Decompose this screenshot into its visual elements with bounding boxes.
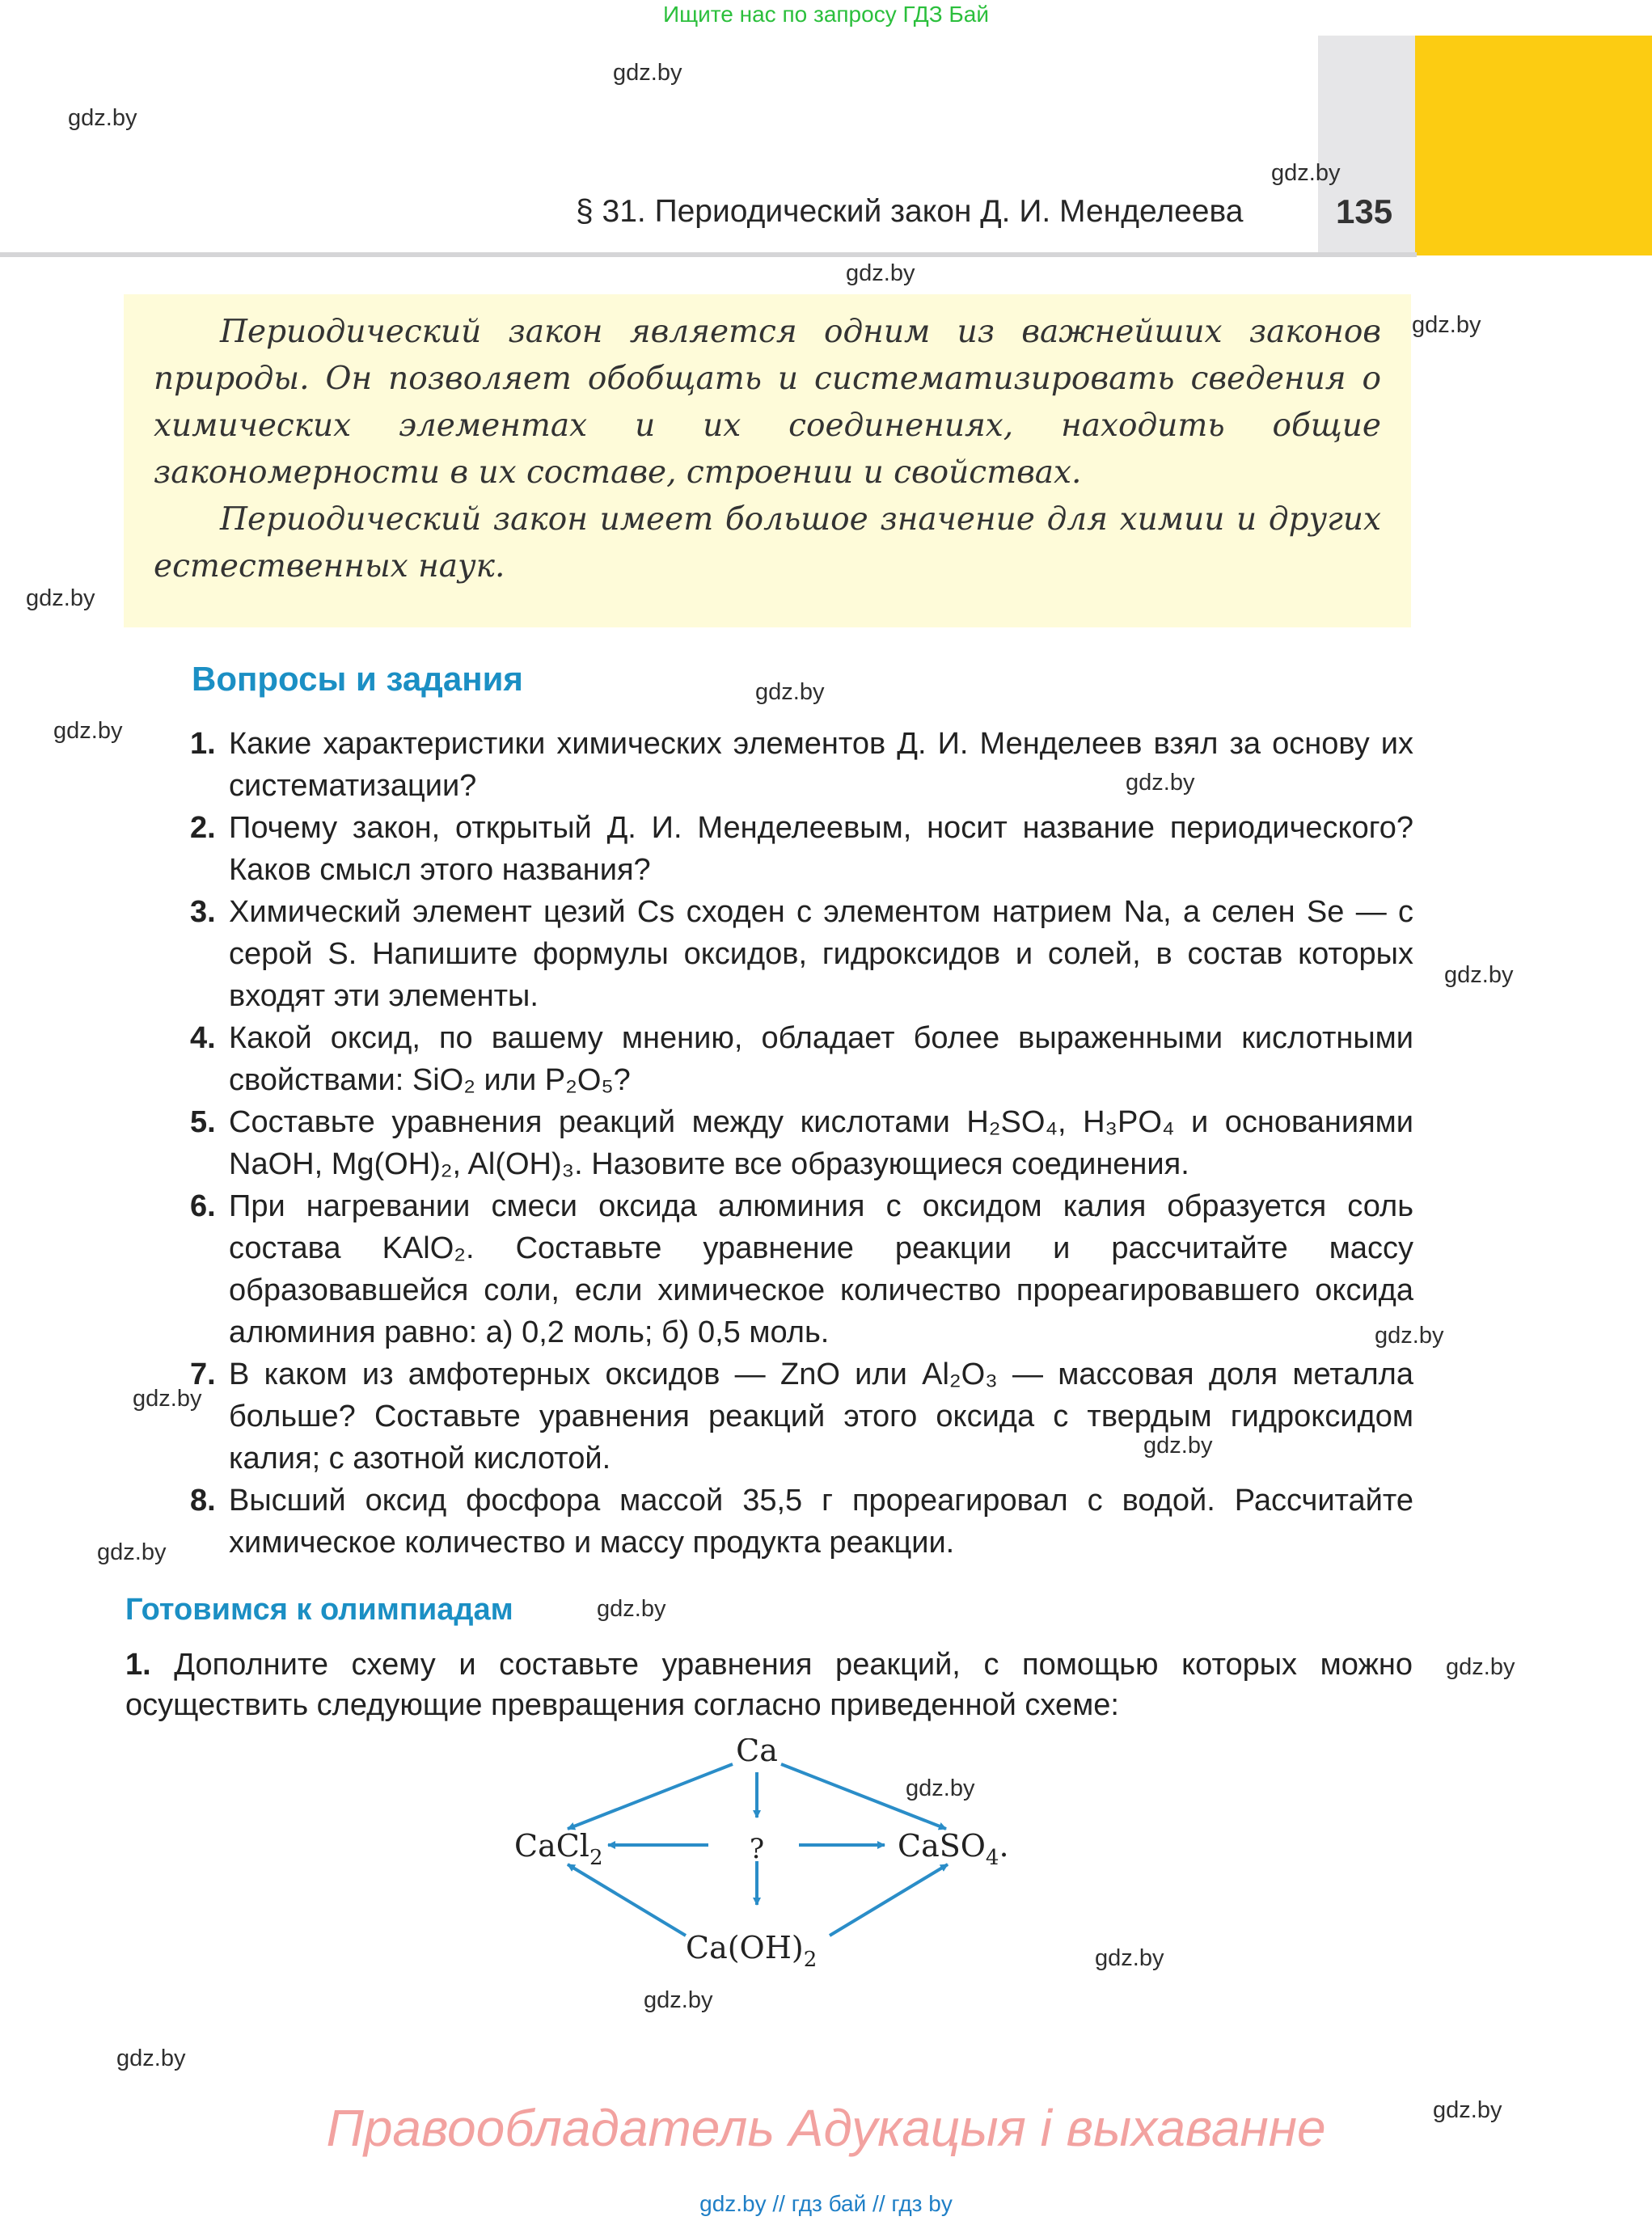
- scheme-node-cacl2: CaCl$_2$: [514, 1828, 603, 1870]
- scheme-node-caoh2: $Ca(OH)_2$: [686, 1930, 818, 1972]
- scheme-node-ca: Ca: [736, 1738, 778, 1768]
- question-text: При нагревании смеси оксида алюминия с оксидом калия образуется соль состава KAlO₂. Составьте уравнение реакции и рассчитайте массу образовавшейся соли, если химическое количество прореагировавшего оксида алюминия равно: а) 0,2 моль; б) 0,5 моль.: [229, 1189, 1413, 1349]
- watermark: gdz.by: [68, 105, 137, 131]
- watermark: gdz.by: [1143, 1433, 1213, 1459]
- question-item: [190, 807, 1413, 891]
- section-title: § 31. Периодический закон Д. И. Менделеева: [576, 194, 1244, 229]
- scheme-node-unknown: ?: [749, 1833, 765, 1865]
- watermark: gdz.by: [116, 2046, 186, 2071]
- footer-links[interactable]: gdz.by // гдз бай // гдз by: [699, 2191, 953, 2216]
- question-number: 3.: [190, 895, 216, 929]
- header-divider: [0, 252, 1417, 257]
- questions-heading: Вопросы и задания: [192, 660, 523, 698]
- question-item: [190, 1480, 1413, 1564]
- watermark: gdz.by: [97, 1539, 167, 1565]
- watermark: gdz.by: [1095, 1945, 1164, 1971]
- olympiad-task: [125, 1644, 1413, 1725]
- question-text: Химический элемент цезий Cs сходен с элементом натрием Na, а селен Se — с серой S. Напишите формулы оксидов, гидроксидов и солей, в состав которых входят эти элементы.: [229, 895, 1413, 1013]
- watermark: gdz.by: [1412, 312, 1481, 338]
- question-number: 5.: [190, 1105, 216, 1139]
- summary-paragraph: Периодический закон является одним из важнейших законов природы. Он позволяет обобщать и систематизировать сведения о химических элементах и их соединениях, находить общие закономерности в их составе, строении и свойствах.: [154, 314, 1381, 491]
- watermark: gdz.by: [755, 679, 825, 705]
- transformation-scheme: [485, 1738, 1051, 1989]
- watermark: gdz.by: [1433, 2097, 1502, 2123]
- watermark: gdz.by: [597, 1596, 666, 1622]
- question-item: [190, 891, 1413, 1017]
- question-number: 8.: [190, 1484, 216, 1518]
- question-item: [190, 1101, 1413, 1185]
- question-text: Какой оксид, по вашему мнению, обладает более выраженными кислотными свойствами: SiO₂ или P₂O₅?: [229, 1021, 1413, 1097]
- summary-paragraph: Периодический закон имеет большое значение для химии и других естественных наук.: [154, 501, 1381, 585]
- question-number: 1.: [190, 727, 216, 761]
- question-text: Составьте уравнения реакций между кислотами H₂SO₄, H₃PO₄ и основаниями NaOH, Mg(OH)₂, Al(OH)₃. Назовите все образующиеся соединения.: [229, 1105, 1413, 1181]
- watermark: gdz.by: [906, 1775, 975, 1801]
- question-text: В каком из амфотерных оксидов — ZnO или Al₂O₃ — массовая доля металла больше? Составьте уравнения реакций этого оксида с твердым гидроксидом калия; с азотной кислотой.: [229, 1357, 1413, 1476]
- question-text: Почему закон, открытый Д. И. Менделеевым, носит название периодического? Каков смысл этого названия?: [229, 811, 1413, 887]
- olympiad-task-text: Дополните схему и составьте уравнения реакций, с помощью которых можно осуществить следующие превращения согласно приведенной схеме:: [125, 1648, 1413, 1722]
- question-item: [190, 723, 1413, 807]
- olympiad-task-number: 1.: [125, 1648, 151, 1682]
- header-accent-block: [1415, 36, 1652, 255]
- search-banner[interactable]: Ищите нас по запросу ГДЗ Бай: [662, 2, 990, 27]
- question-text: Какие характеристики химических элементов Д. И. Менделеев взял за основу их систематизации?: [229, 727, 1413, 803]
- watermark: gdz.by: [1444, 962, 1514, 988]
- question-text: Высший оксид фосфора массой 35,5 г прореагировал с водой. Рассчитайте химическое количество и массу продукта реакции.: [229, 1484, 1413, 1560]
- question-number: 4.: [190, 1021, 216, 1055]
- question-item: [190, 1185, 1413, 1353]
- arrow-ca-to-cacl2: [568, 1764, 733, 1829]
- watermark: gdz.by: [53, 718, 123, 744]
- watermark: gdz.by: [644, 1987, 713, 2013]
- question-number: 2.: [190, 811, 216, 845]
- copyright-notice: Правообладатель Адукацыя і выхаванне: [326, 2099, 1326, 2157]
- olympiad-heading: Готовимся к олимпиадам: [125, 1593, 513, 1627]
- watermark: gdz.by: [613, 60, 682, 86]
- watermark: gdz.by: [26, 585, 95, 611]
- question-item: [190, 1353, 1413, 1480]
- arrow-caoh2-to-caso4: [830, 1864, 948, 1936]
- watermark: gdz.by: [1375, 1323, 1444, 1349]
- watermark: gdz.by: [1126, 770, 1195, 796]
- watermark: gdz.by: [133, 1386, 202, 1412]
- watermark: gdz.by: [846, 260, 915, 286]
- summary-note: [124, 294, 1411, 627]
- question-item: [190, 1017, 1413, 1101]
- arrow-ca-to-caso4: [781, 1764, 946, 1829]
- question-number: 6.: [190, 1189, 216, 1223]
- watermark: gdz.by: [1446, 1654, 1515, 1680]
- page-number: 135: [1336, 192, 1393, 230]
- scheme-node-caso4: CaSO$_4$.: [898, 1828, 1009, 1870]
- arrow-caoh2-to-cacl2: [568, 1864, 686, 1936]
- watermark: gdz.by: [1271, 160, 1341, 186]
- question-number: 7.: [190, 1357, 216, 1391]
